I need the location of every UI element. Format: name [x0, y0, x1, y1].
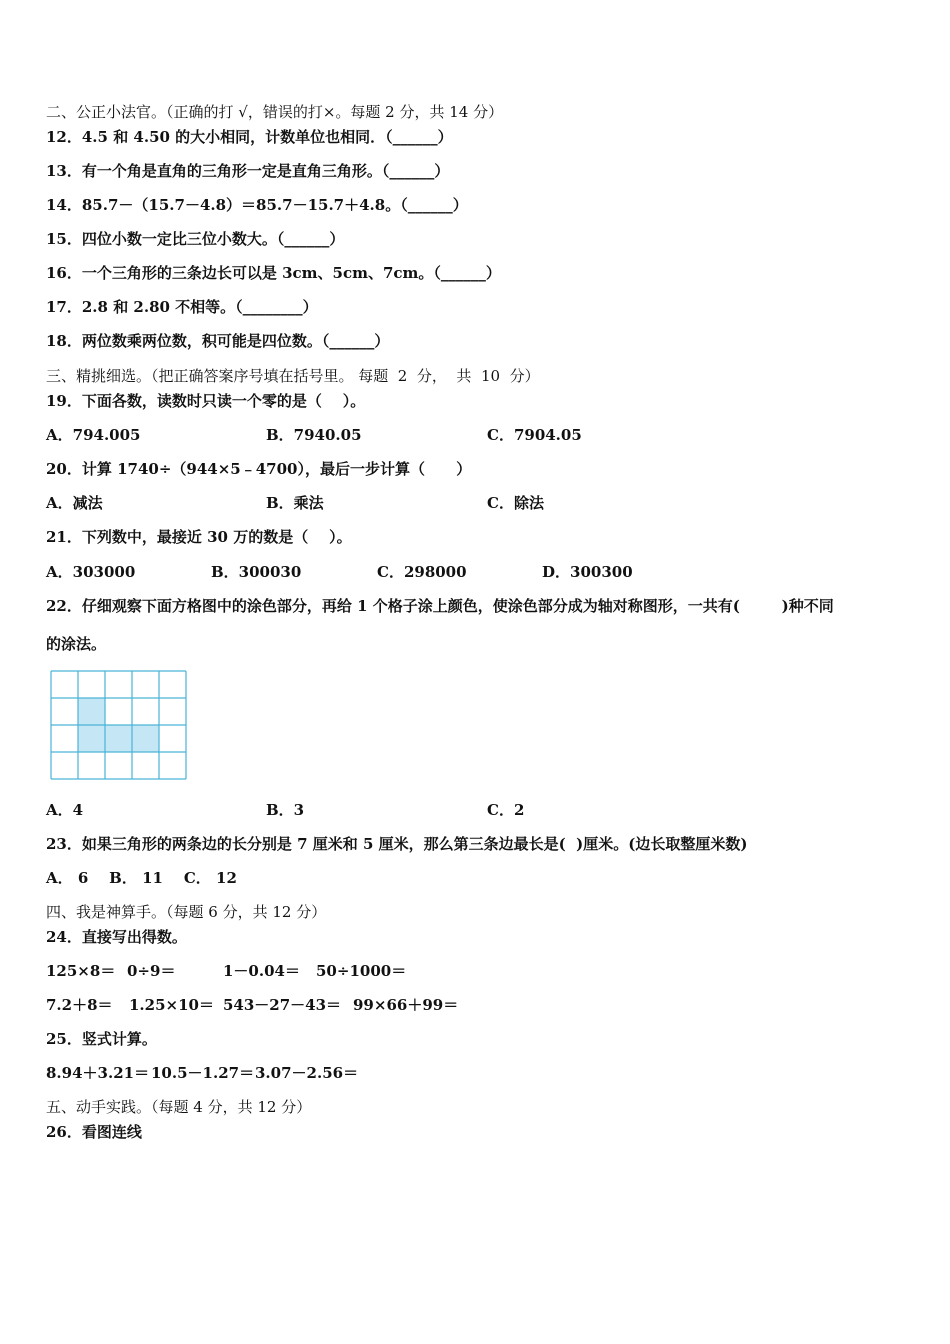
section5-heading: 五、动手实践。（每题 4 分，共 12 分） [46, 1098, 312, 1116]
q19-option-a: A．794.005 [46, 426, 141, 444]
section2-heading: 二、公正小法官。（正确的打 √，错误的打×。每题 2 分，共 14 分） [46, 103, 504, 121]
q25-item: 8.94＋3.21＝ [46, 1064, 150, 1082]
q20-option-a: A．减法 [46, 494, 103, 512]
question-26: 26．看图连线 [46, 1123, 142, 1141]
grid-figure [50, 670, 190, 782]
q19-option-b: B．7940.05 [266, 426, 362, 444]
q20-option-b: B．乘法 [266, 494, 324, 512]
question-18: 18．两位数乘两位数，积可能是四位数。（______） [46, 332, 390, 350]
question-23: 23．如果三角形的两条边的长分别是 7 厘米和 5 厘米，那么第三条边最长是( )厘米。(边长取整厘米数) [46, 835, 748, 853]
question-15: 15．四位小数一定比三位小数大。（______） [46, 230, 345, 248]
q25-item: 10.5－1.27＝ [151, 1064, 255, 1082]
q23-options: A． 6 B． 11 C． 12 [46, 869, 237, 887]
q22-option-b: B．3 [266, 801, 305, 819]
question-22-line2: 的涂法。 [46, 635, 107, 653]
q22-option-c: C．2 [487, 801, 525, 819]
shaded-cell [78, 698, 105, 725]
q20-option-c: C．除法 [487, 494, 544, 512]
shaded-cell [78, 725, 105, 752]
question-22-line1: 22．仔细观察下面方格图中的涂色部分，再给 1 个格子涂上颜色，使涂色部分成为轴对称图形，一共有( )种不同 [46, 597, 834, 615]
question-24: 24．直接写出得数。 [46, 928, 187, 946]
q24-item: 1.25×10＝ [129, 996, 214, 1014]
question-14: 14．85.7－（15.7－4.8）＝85.7－15.7＋4.8。（______） [46, 196, 468, 214]
q24-item: 125×8＝ [46, 962, 116, 980]
q19-option-c: C．7904.05 [487, 426, 582, 444]
question-16: 16．一个三角形的三条边长可以是 3cm、5cm、7cm。（______） [46, 264, 501, 282]
q22-option-a: A．4 [46, 801, 84, 819]
question-17: 17．2.8 和 2.80 不相等。（________） [46, 298, 318, 316]
q24-item: 7.2＋8＝ [46, 996, 113, 1014]
q24-item: 543－27－43＝ [223, 996, 342, 1014]
q24-item: 99×66＋99＝ [353, 996, 459, 1014]
question-19: 19．下面各数，读数时只读一个零的是（ ）。 [46, 392, 366, 410]
q24-item: 1－0.04＝ [223, 962, 300, 980]
question-12: 12．4.5 和 4.50 的大小相同，计数单位也相同．（______） [46, 128, 453, 146]
q24-item: 0÷9＝ [127, 962, 176, 980]
q24-item: 50÷1000＝ [316, 962, 407, 980]
section4-heading: 四、我是神算手。（每题 6 分，共 12 分） [46, 903, 327, 921]
question-20: 20．计算 1740÷（944×5﹣4700），最后一步计算（ ） [46, 460, 472, 478]
question-13: 13．有一个角是直角的三角形一定是直角三角形。（______） [46, 162, 450, 180]
q21-option-d: D．300300 [542, 563, 633, 581]
q21-option-b: B．300030 [211, 563, 302, 581]
shaded-cell [132, 725, 159, 752]
question-21: 21．下列数中，最接近 30 万的数是（ ）。 [46, 528, 352, 546]
section3-heading: 三、精挑细选。（把正确答案序号填在括号里。 每题 2 分， 共 10 分） [46, 367, 540, 385]
q21-option-c: C．298000 [377, 563, 467, 581]
shaded-cell [105, 725, 132, 752]
q25-item: 3.07－2.56＝ [255, 1064, 359, 1082]
q21-option-a: A．303000 [46, 563, 136, 581]
question-25: 25．竖式计算。 [46, 1030, 157, 1048]
